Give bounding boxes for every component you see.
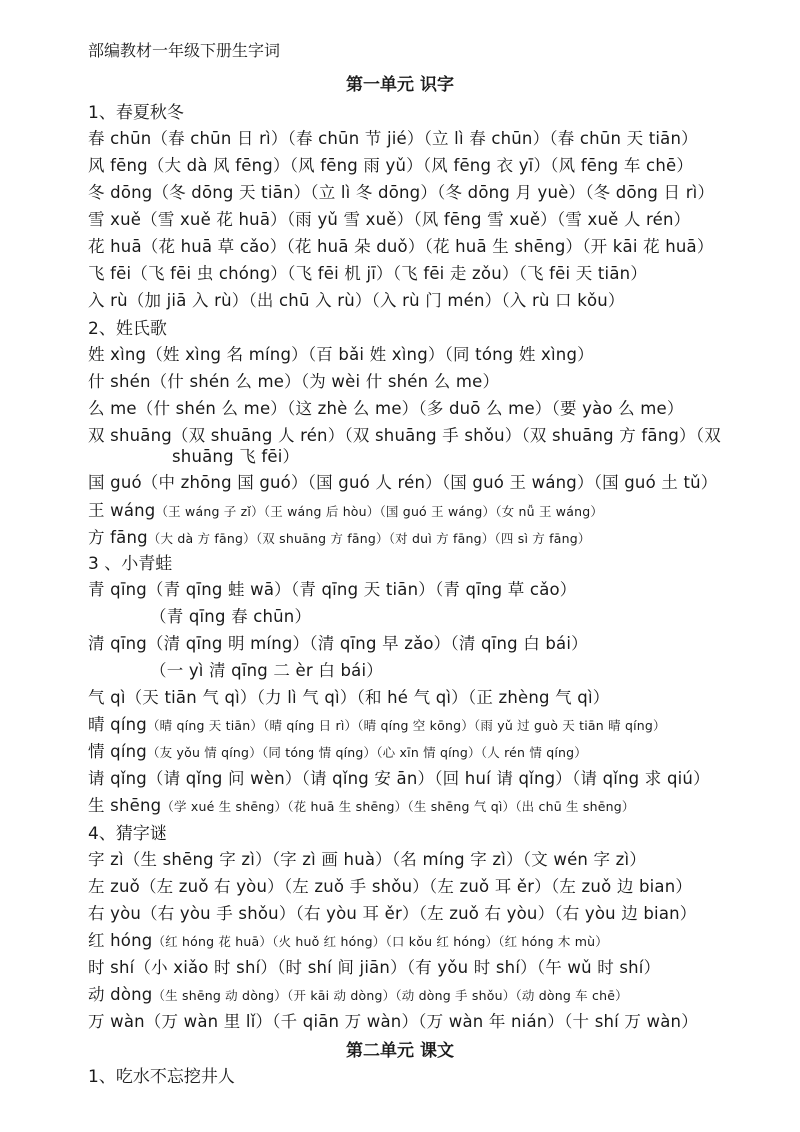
vocab-line: 风 fēng（大 dà 风 fēng）（风 fēng 雨 yǔ）（风 fēng 衣 yī）（风 fēng 车 chē） [88, 156, 694, 175]
vocab-words: （王 wáng 子 zǐ）（王 wáng 后 hòu）（国 guó 王 wáng）（女 nǚ 王 wáng） [155, 504, 604, 519]
vocab-line [88, 738, 587, 762]
vocab-line: 么 me（什 shén 么 me）（这 zhè 么 me）（多 duō 么 me）（要 yào 么 me） [88, 399, 684, 418]
vocab-head: 红 hóng [88, 931, 153, 950]
vocab-line-continued: shuāng 飞 fēi） [172, 447, 300, 466]
vocab-line: 右 yòu（右 yòu 手 shǒu）（右 yòu 耳 ěr）（左 zuǒ 右 yòu）（右 yòu 边 bian） [88, 904, 697, 923]
vocab-line: 雪 xuě（雪 xuě 花 huā）（雨 yǔ 雪 xuě）（风 fēng 雪 xuě）（雪 xuě 人 rén） [88, 210, 691, 229]
vocab-words: （晴 qíng 天 tiān）（晴 qíng 日 rì）（晴 qíng 空 kōng）（雨 yǔ 过 guò 天 tiān 晴 qíng） [146, 718, 666, 733]
vocab-line: 青 qīng（青 qīng 蛙 wā）（青 qīng 天 tiān）（青 qīng 草 cǎo） [88, 580, 577, 599]
vocab-line [88, 792, 635, 816]
vocab-line: 飞 fēi（飞 fēi 虫 chóng）（飞 fēi 机 jī）（飞 fēi 走 zǒu）（飞 fēi 天 tiān） [88, 264, 648, 283]
unit-heading: 第二单元 课文 [346, 1041, 454, 1061]
section-heading: 1、春夏秋冬 [88, 103, 184, 123]
vocab-line: 花 huā（花 huā 草 cǎo）（花 huā 朵 duǒ）（花 huā 生 shēng）（开 kāi 花 huā） [88, 237, 714, 256]
vocab-words: （红 hóng 花 huā）（火 huǒ 红 hóng）（口 kǒu 红 hóng）（红 hóng 木 mù） [152, 934, 608, 949]
vocab-head: 晴 qíng [88, 715, 147, 734]
vocab-words: （生 shēng 动 dòng）（开 kāi 动 dòng）（动 dòng 手 shǒu）（动 dòng 车 chē） [152, 988, 628, 1003]
unit-heading: 第一单元 识字 [346, 75, 454, 95]
section-heading: 4、猜字谜 [88, 824, 167, 844]
vocab-line [88, 497, 603, 521]
vocab-line: 入 rù（加 jiā 入 rù）（出 chū 入 rù）（入 rù 门 mén）（入 rù 口 kǒu） [88, 291, 625, 310]
section-heading: 3 、小青蛙 [88, 554, 173, 574]
document-title: 部编教材一年级下册生字词 [88, 41, 281, 60]
vocab-line-continued: （青 qīng 春 chūn） [150, 607, 312, 626]
vocab-head: 情 qíng [88, 742, 147, 761]
vocab-line: 时 shí（小 xiǎo 时 shí）（时 shí 间 jiān）（有 yǒu 时 shí）（午 wǔ 时 shí） [88, 958, 661, 977]
vocab-line: 万 wàn（万 wàn 里 lǐ）（千 qiān 万 wàn）（万 wàn 年 nián）（十 shí 万 wàn） [88, 1012, 698, 1031]
vocab-line: 春 chūn（春 chūn 日 rì）（春 chūn 节 jié）（立 lì 春 chūn）（春 chūn 天 tiān） [88, 129, 698, 148]
vocab-line: 左 zuǒ（左 zuǒ 右 yòu）（左 zuǒ 手 shǒu）（左 zuǒ 耳 ěr）（左 zuǒ 边 bian） [88, 877, 693, 896]
vocab-words: （大 dà 方 fāng）（双 shuāng 方 fāng）（对 duì 方 fāng）（四 sì 方 fāng） [147, 531, 591, 546]
vocab-line: 清 qīng（清 qīng 明 míng）（清 qīng 早 zǎo）（清 qīng 白 bái） [88, 634, 588, 653]
vocab-line: 国 guó（中 zhōng 国 guó）（国 guó 人 rén）（国 guó 王 wáng）（国 guó 土 tǔ） [88, 473, 718, 492]
vocab-line: 气 qì（天 tiān 气 qì）（力 lì 气 qì）（和 hé 气 qì）（正 zhèng 气 qì） [88, 688, 610, 707]
vocab-words: （学 xué 生 shēng）（花 huā 生 shēng）（生 shēng 气 qì）（出 chū 生 shēng） [161, 799, 635, 814]
section-heading: 1、吃水不忘挖井人 [88, 1067, 235, 1087]
vocab-line: 姓 xìng（姓 xìng 名 míng）（百 bǎi 姓 xìng）（同 tóng 姓 xìng） [88, 345, 594, 364]
vocab-line: 字 zì（生 shēng 字 zì）（字 zì 画 huà）（名 míng 字 zì）（文 wén 字 zì） [88, 850, 647, 869]
vocab-head: 生 shēng [88, 796, 162, 815]
vocab-line [88, 927, 608, 951]
vocab-line: 冬 dōng（冬 dōng 天 tiān）（立 lì 冬 dōng）（冬 dōng 月 yuè）（冬 dōng 日 rì） [88, 183, 715, 202]
vocab-line: 双 shuāng（双 shuāng 人 rén）（双 shuāng 手 shǒu）（双 shuāng 方 fāng）（双 [88, 426, 721, 445]
section-heading: 2、姓氏歌 [88, 319, 167, 339]
vocab-line [88, 524, 591, 548]
vocab-head: 动 dòng [88, 985, 153, 1004]
vocab-head: 方 fāng [88, 528, 148, 547]
vocab-head: 王 wáng [88, 501, 156, 520]
vocab-line [88, 981, 628, 1005]
vocab-words: （友 yǒu 情 qíng）（同 tóng 情 qíng）（心 xīn 情 qíng）（人 rén 情 qíng） [146, 745, 587, 760]
vocab-line: 什 shén（什 shén 么 me）（为 wèi 什 shén 么 me） [88, 372, 500, 391]
vocab-line-continued: （一 yì 清 qīng 二 èr 白 bái） [150, 661, 383, 680]
vocab-line: 请 qǐng（请 qǐng 问 wèn）（请 qǐng 安 ān）（回 huí 请 qǐng）（请 qǐng 求 qiú） [88, 769, 710, 788]
vocab-line [88, 711, 666, 735]
